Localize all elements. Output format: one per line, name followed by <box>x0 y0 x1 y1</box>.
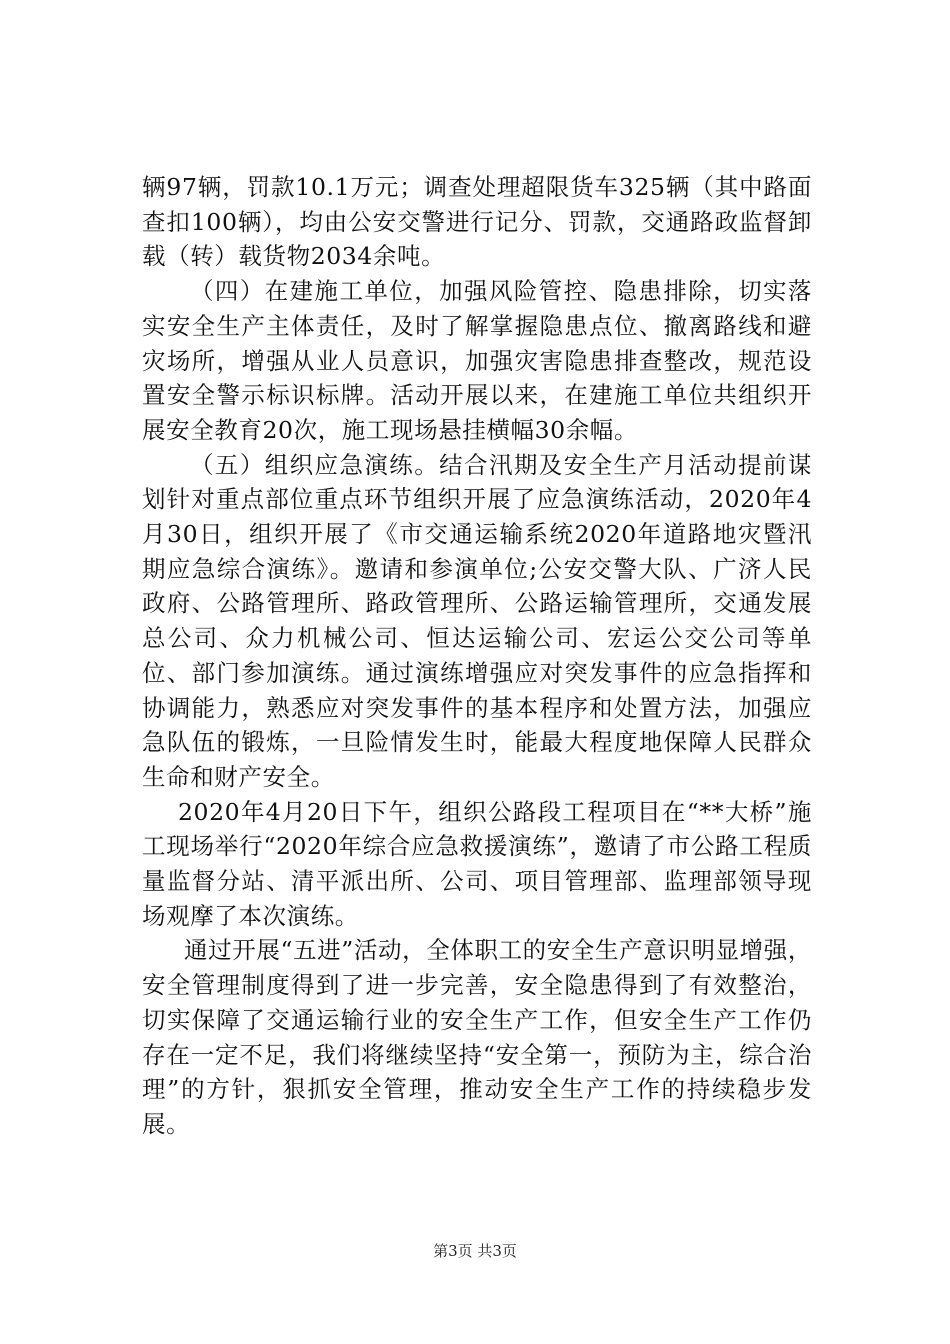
document-body <box>142 170 812 1142</box>
paragraph-bridge-drill: 2020年4月20日下午，组织公路段工程项目在“**大桥”施工现场举行“2020年综合应急救援演练”，邀请了市公路工程质量监督分站、清平派出所、公司、项目管理部、监理部领导现场观摩了本次演练。 <box>142 797 812 930</box>
paragraph-fines-summary: 辆97辆，罚款10.1万元；调查处理超限货车325辆（其中路面查扣100辆），均由公安交警进行记分、罚款，交通路政监督卸载（转）载货物2034余吨。 <box>142 173 812 271</box>
page-number-footer: 第3页 共3页 <box>433 1242 517 1260</box>
paragraph-construction-units: （四）在建施工单位，加强风险管控、隐患排除，切实落实安全生产主体责任，及时了解掌握隐患点位、撤离路线和避灾场所，增强从业人员意识，加强灾害隐患排查整改，规范设置安全警示标识标牌。活动开展以来，在建施工单位共组织开展安全教育20次，施工现场悬挂横幅30余幅。 <box>142 277 812 444</box>
paragraph-conclusion: 通过开展“五进”活动，全体职工的安全生产意识明显增强，安全管理制度得到了进一步完善，安全隐患得到了有效整治，切实保障了交通运输行业的安全生产工作，但安全生产工作仍存在一定不足，我们将继续坚持“安全第一，预防为主，综合治理”的方针，狠抓安全管理，推动安全生产工作的持续稳步发展。 <box>142 936 812 1138</box>
paragraph-emergency-drill: （五）组织应急演练。结合汛期及安全生产月活动提前谋划针对重点部位重点环节组织开展了应急演练活动，2020年4月30日，组织开展了《市交通运输系统2020年道路地灾暨汛期应急综合演练》。邀请和参演单位;公安交警大队、广济人民政府、公路管理所、路政管理所、公路运输管理所，交通发展总公司、众力机械公司、恒达运输公司、宏运公交公司等单位、部门参加演练。通过演练增强应对突发事件的应急指挥和协调能力，熟悉应对突发事件的基本程序和处置方法，加强应急队伍的锻炼，一旦险情发生时，能最大程度地保障人民群众生命和财产安全。 <box>142 450 812 791</box>
